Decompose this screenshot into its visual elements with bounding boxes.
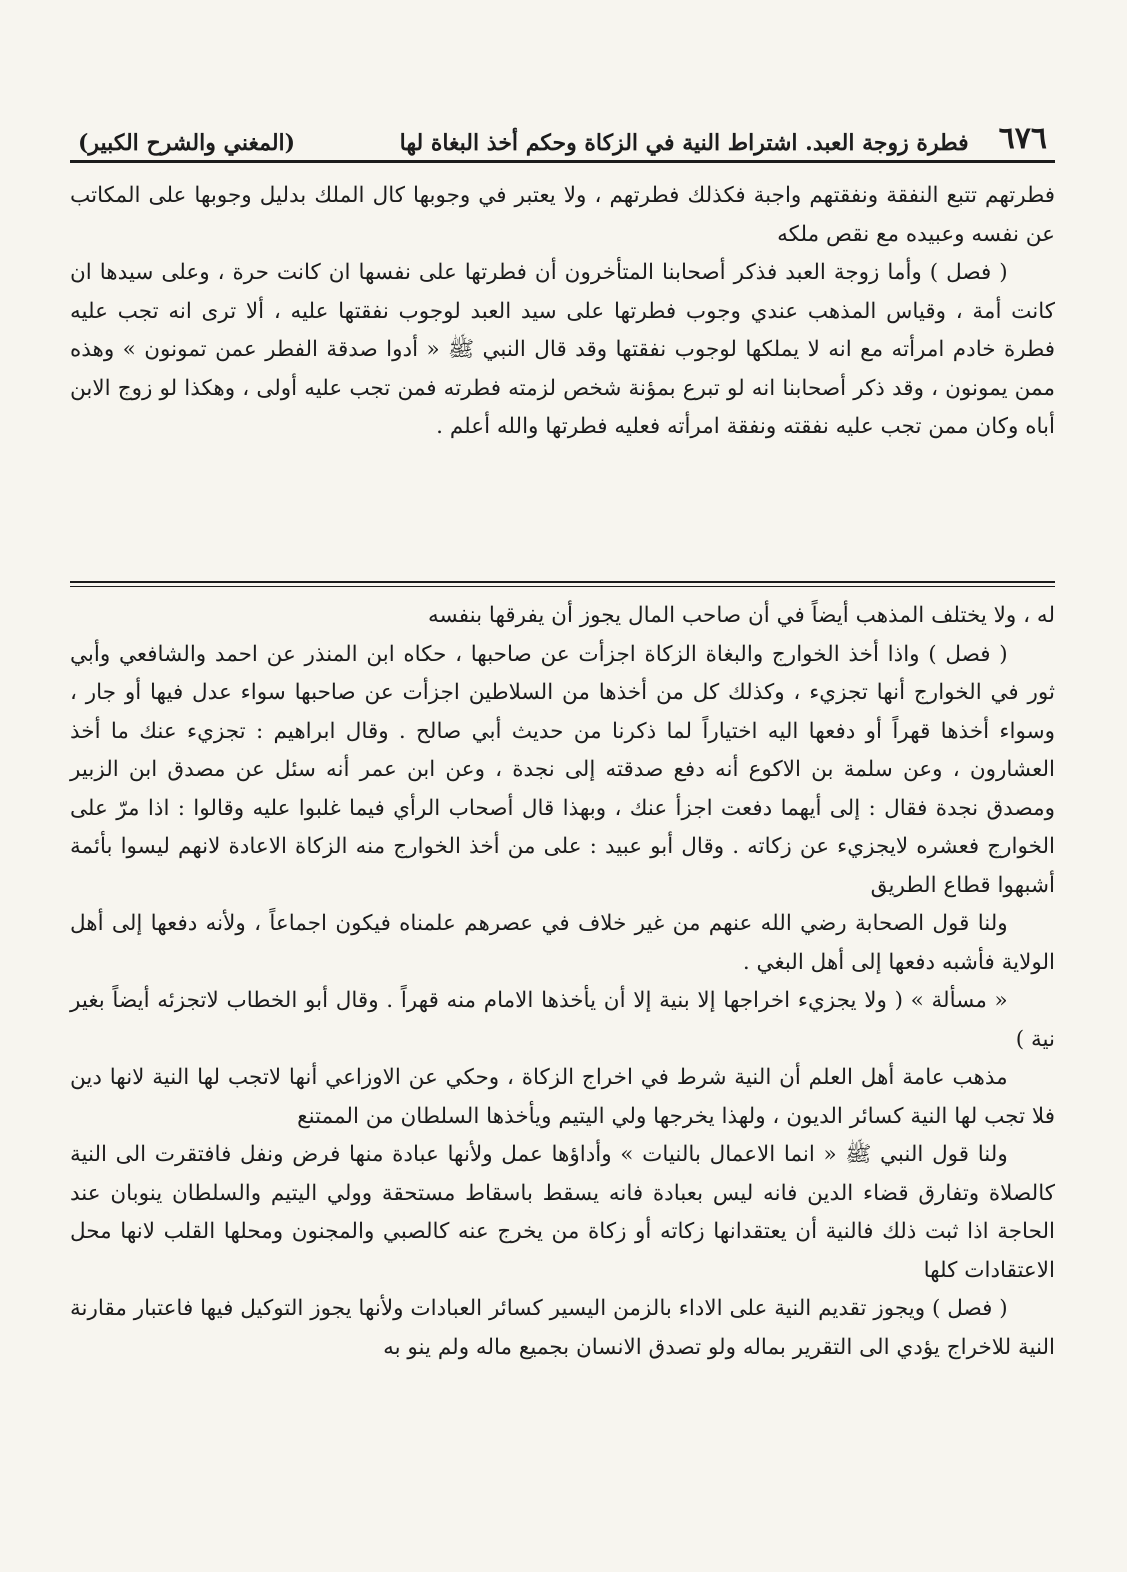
paragraph: له ، ولا يختلف المذهب أيضاً في أن صاحب المال يجوز أن يفرقها بنفسه (428, 603, 1055, 628)
paragraph: ولنا قول النبي ﷺ « انما الاعمال بالنيات » وأداؤها عمل ولأنها عبادة منها فرض ونفل فافتقرت الى النية كالصلاة وتفارق قضاء الدين فانه ليس بعبادة فانه يسقط باسقاط مستحقة وولي اليتيم والسلطان ينوبان عند الحاجة اذا ثبت ذلك فالنية أن يعتقدانها زكاته أو زكاة من يخرج عنه كالصبي والمجنون ومحلها القلب لانها محل الاعتقادات كلها (70, 1142, 1055, 1283)
paragraph: ( فصل ) وأما زوجة العبد فذكر أصحابنا المتأخرون أن فطرتها على نفسها ان كانت حرة ، وعلى سيدها ان كانت أمة ، وقياس المذهب عندي وجوب فطرتها على سيد العبد لوجوب نفقتها عليه ، ألا ترى انه تجب عليه فطرة خادم امرأته مع انه لا يملكها لوجوب نفقتها وقد قال النبي ﷺ « أدوا صدقة الفطر عمن تمونون » وهذه ممن يمونون ، وقد ذكر أصحابنا انه لو تبرع بمؤنة شخص لزمته فطرته فمن تجب عليه أولى ، وهكذا لو زوج الابن أباه وكان ممن تجب عليه نفقته ونفقة امرأته فعليه فطرتها والله أعلم . (70, 260, 1055, 439)
running-title: فطرة زوجة العبد. اشتراط النية في الزكاة وحكم أخذ البغاة لها (399, 130, 969, 156)
section-divider (70, 581, 1055, 587)
paragraph: ( فصل ) واذا أخذ الخوارج والبغاة الزكاة اجزأت عن صاحبها ، حكاه ابن المنذر عن احمد والشافعي وأبي ثور في الخوارج أنها تجزيء ، وكذلك كل من أخذها من السلاطين اجزأت عن صاحبها سواء عدل فيها أو جار ، وسواء أخذها قهراً أو دفعها اليه اختياراً لما ذكرنا من حديث أبي صالح . وقال ابراهيم : تجزيء عنك ما أخذ العشارون ، وعن سلمة بن الاكوع أنه دفع صدقته إلى نجدة ، وعن ابن عمر أنه سئل عن مصدق ابن الزبير ومصدق نجدة فقال : إلى أيهما دفعت اجزأ عنك ، وبهذا قال أصحاب الرأي فيما غلبوا عليه وقالوا : اذا مرّ على الخوارج فعشره لايجزيء عن زكاته . وقال أبو عبيد : على من أخذ الخوارج منه الزكاة الاعادة لانهم ليسوا بأئمة أشبهوا قطاع الطريق (70, 641, 1055, 898)
paragraph: ولنا قول الصحابة رضي الله عنهم من غير خلاف في عصرهم علمناه فيكون اجماعاً ، ولأنه دفعها إلى أهل الولاية فأشبه دفعها إلى أهل البغي . (70, 911, 1055, 975)
upper-commentary (70, 163, 1055, 575)
page-number: ٦٧٦ (998, 121, 1047, 156)
page-header (70, 110, 1055, 163)
lower-commentary (70, 597, 1055, 1367)
paragraph: ( فصل ) ويجوز تقديم النية على الاداء بالزمن اليسير كسائر العبادات ولأنها يجوز التوكيل فيها فاعتبار مقارنة النية للاخراج يؤدي الى التقرير بماله ولو تصدق الانسان بجميع ماله ولم ينو به (70, 1296, 1055, 1360)
paragraph: « مسألة » ( ولا يجزيء اخراجها إلا بنية إلا أن يأخذها الامام منه قهراً . وقال أبو الخطاب لاتجزئه أيضاً بغير نية ) (70, 988, 1055, 1052)
book-title: (المغني والشرح الكبير) (78, 130, 296, 156)
paragraph: مذهب عامة أهل العلم أن النية شرط في اخراج الزكاة ، وحكي عن الاوزاعي أنها لاتجب لها النية لانها دين فلا تجب لها النية كسائر الديون ، ولهذا يخرجها ولي اليتيم ويأخذها السلطان من الممتنع (70, 1065, 1055, 1129)
document-page (70, 110, 1055, 1550)
paragraph: فطرتهم تتبع النفقة ونفقتهم واجبة فكذلك فطرتهم ، ولا يعتبر في وجوبها كال الملك بدليل وجوبها على المكاتب عن نفسه وعبيده مع نقص ملكه (70, 183, 1055, 247)
